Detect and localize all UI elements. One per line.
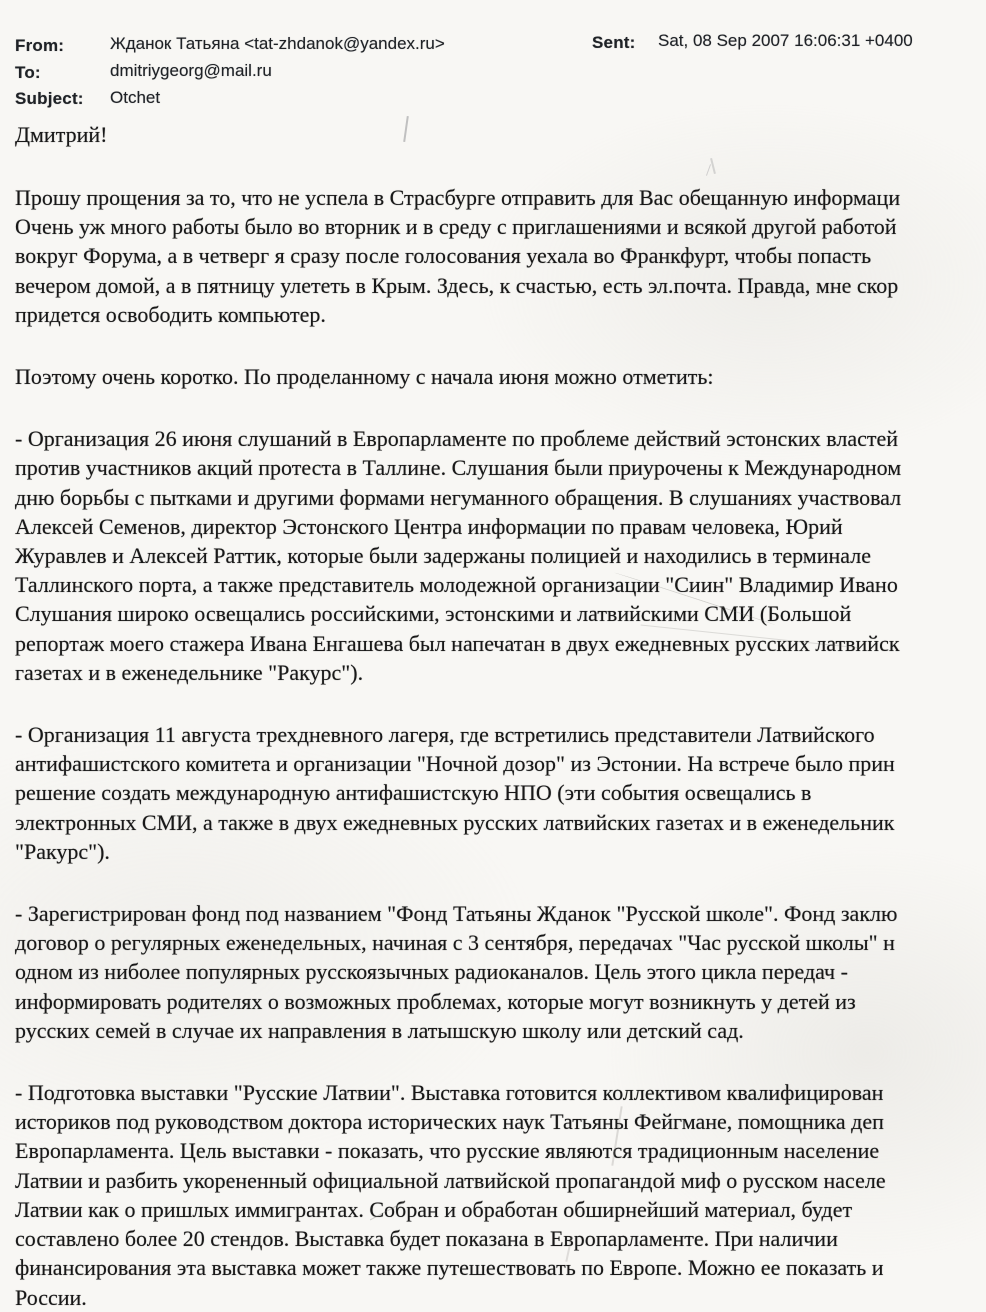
subject-label: Subject: bbox=[15, 89, 84, 108]
body-line: электронных СМИ, а также в двух ежедневных русских латвийских газетах и в еженедельник bbox=[15, 809, 895, 835]
body-line: - Зарегистрирован фонд под названием "Фонд Татьяны Жданок "Русской школе". Фонд заклю bbox=[15, 901, 898, 927]
salutation: Дмитрий! bbox=[15, 122, 108, 147]
paragraph-intro bbox=[15, 362, 986, 391]
body-line: решение создать международную антифашистскую НПО (эти события освещались в bbox=[15, 780, 812, 806]
body-line: - Организация 26 июня слушаний в Европарламенте по проблеме действий эстонских властей bbox=[15, 426, 899, 452]
body-line: историков под руководством доктора исторических наук Татьяны Фейгмане, помощника деп bbox=[15, 1109, 884, 1135]
body-line: Журавлев и Алексей Раттик, которые были задержаны полицией и находились в терминале bbox=[15, 543, 871, 569]
body-line: репортаж моего стажера Ивана Енгашева был напечатан в двух ежедневных русских латвийск bbox=[15, 630, 900, 656]
body-line: Таллинского порта, а также представитель молодежной организации "Сиин" Владимир Ивано bbox=[15, 572, 898, 598]
from-label: From: bbox=[15, 36, 65, 55]
body-line: информировать родителях о возможных проблемах, которые могут возникнуть у детей из bbox=[15, 988, 856, 1014]
email-body bbox=[15, 120, 986, 1312]
body-line: России. bbox=[15, 1284, 87, 1310]
sent-label: Sent: bbox=[592, 33, 636, 52]
to-value: dmitriygeorg@mail.ru bbox=[110, 61, 272, 80]
body-line: Латвии как о пришлых иммигрантах. Собран и обработан обширнейший материал, будет bbox=[15, 1196, 853, 1222]
body-line: финансирования эта выставка может также путешествовать по Европе. Можно ее показать и bbox=[15, 1255, 884, 1281]
body-line: антифашистского комитета и организации "Ночной дозор" из Эстонии. На встрече было прин bbox=[15, 751, 895, 777]
paragraph-fund bbox=[15, 899, 986, 1045]
paragraph-apology bbox=[15, 183, 986, 329]
body-line: Поэтому очень коротко. По проделанному с начала июня можно отметить: bbox=[15, 364, 714, 390]
body-line: газетах и в еженедельнике "Ракурс"). bbox=[15, 659, 364, 685]
body-line: Очень уж много работы было во вторник и в среду с приглашениями и всякой другой работой bbox=[15, 214, 897, 240]
email-header bbox=[0, 0, 986, 112]
body-line: - Организация 11 августа трехдневного лагеря, где встретились представители Латвийского bbox=[15, 722, 875, 748]
paragraph-hearings bbox=[15, 424, 986, 687]
body-line: Алексей Семенов, директор Эстонского Центра информации по правам человека, Юрий bbox=[15, 513, 843, 539]
sent-value: Sat, 08 Sep 2007 16:06:31 +0400 bbox=[658, 31, 913, 50]
body-line: Слушания широко освещались российскими, эстонскими и латвийскими СМИ (Большой bbox=[15, 601, 852, 627]
body-line: "Ракурс"). bbox=[15, 838, 110, 864]
subject-value: Otchet bbox=[110, 88, 161, 107]
paragraph-camp bbox=[15, 720, 986, 866]
body-line: дню борьбы с пытками и другими формами негуманного обращения. В слушаниях участвовал bbox=[15, 484, 902, 510]
body-line: вечером домой, а в пятницу улететь в Крым. Здесь, к счастью, есть эл.почта. Правда, мне скор bbox=[15, 272, 899, 298]
to-label: To: bbox=[15, 63, 41, 82]
body-line: договор о регулярных еженедельных, начиная с 3 сентября, передачах "Час русской школы" н bbox=[15, 930, 895, 956]
body-line: одном из ниболее популярных русскоязычных радиоканалов. Цель этого цикла передач - bbox=[15, 959, 848, 985]
body-line: придется освободить компьютер. bbox=[15, 301, 326, 327]
body-line: против участников акций протеста в Таллине. Слушания были приурочены к Международном bbox=[15, 455, 902, 481]
body-line: - Подготовка выставки "Русские Латвии". Выставка готовится коллективом квалифицирован bbox=[15, 1080, 884, 1106]
from-value: Жданок Татьяна <tat-zhdanok@yandex.ru> bbox=[110, 34, 445, 53]
body-line: вокруг Форума, а в четверг я сразу после голосования уехала во Франкфурт, чтобы попасть bbox=[15, 243, 872, 269]
body-line: Латвии и разбить укорененный официальной латвийской пропагандой миф о русском населе bbox=[15, 1167, 886, 1193]
paragraph-exhibition bbox=[15, 1078, 986, 1312]
body-line: Европарламента. Цель выставки - показать, что русские являются традиционным население bbox=[15, 1138, 880, 1164]
body-line: русских семей в случае их направления в латышскую школу или детский сад. bbox=[15, 1017, 744, 1043]
body-line: Прошу прощения за то, что не успела в Страсбурге отправить для Вас обещанную информаци bbox=[15, 185, 901, 210]
body-line: составлено более 20 стендов. Выставка будет показана в Европарламенте. При наличии bbox=[15, 1226, 838, 1252]
